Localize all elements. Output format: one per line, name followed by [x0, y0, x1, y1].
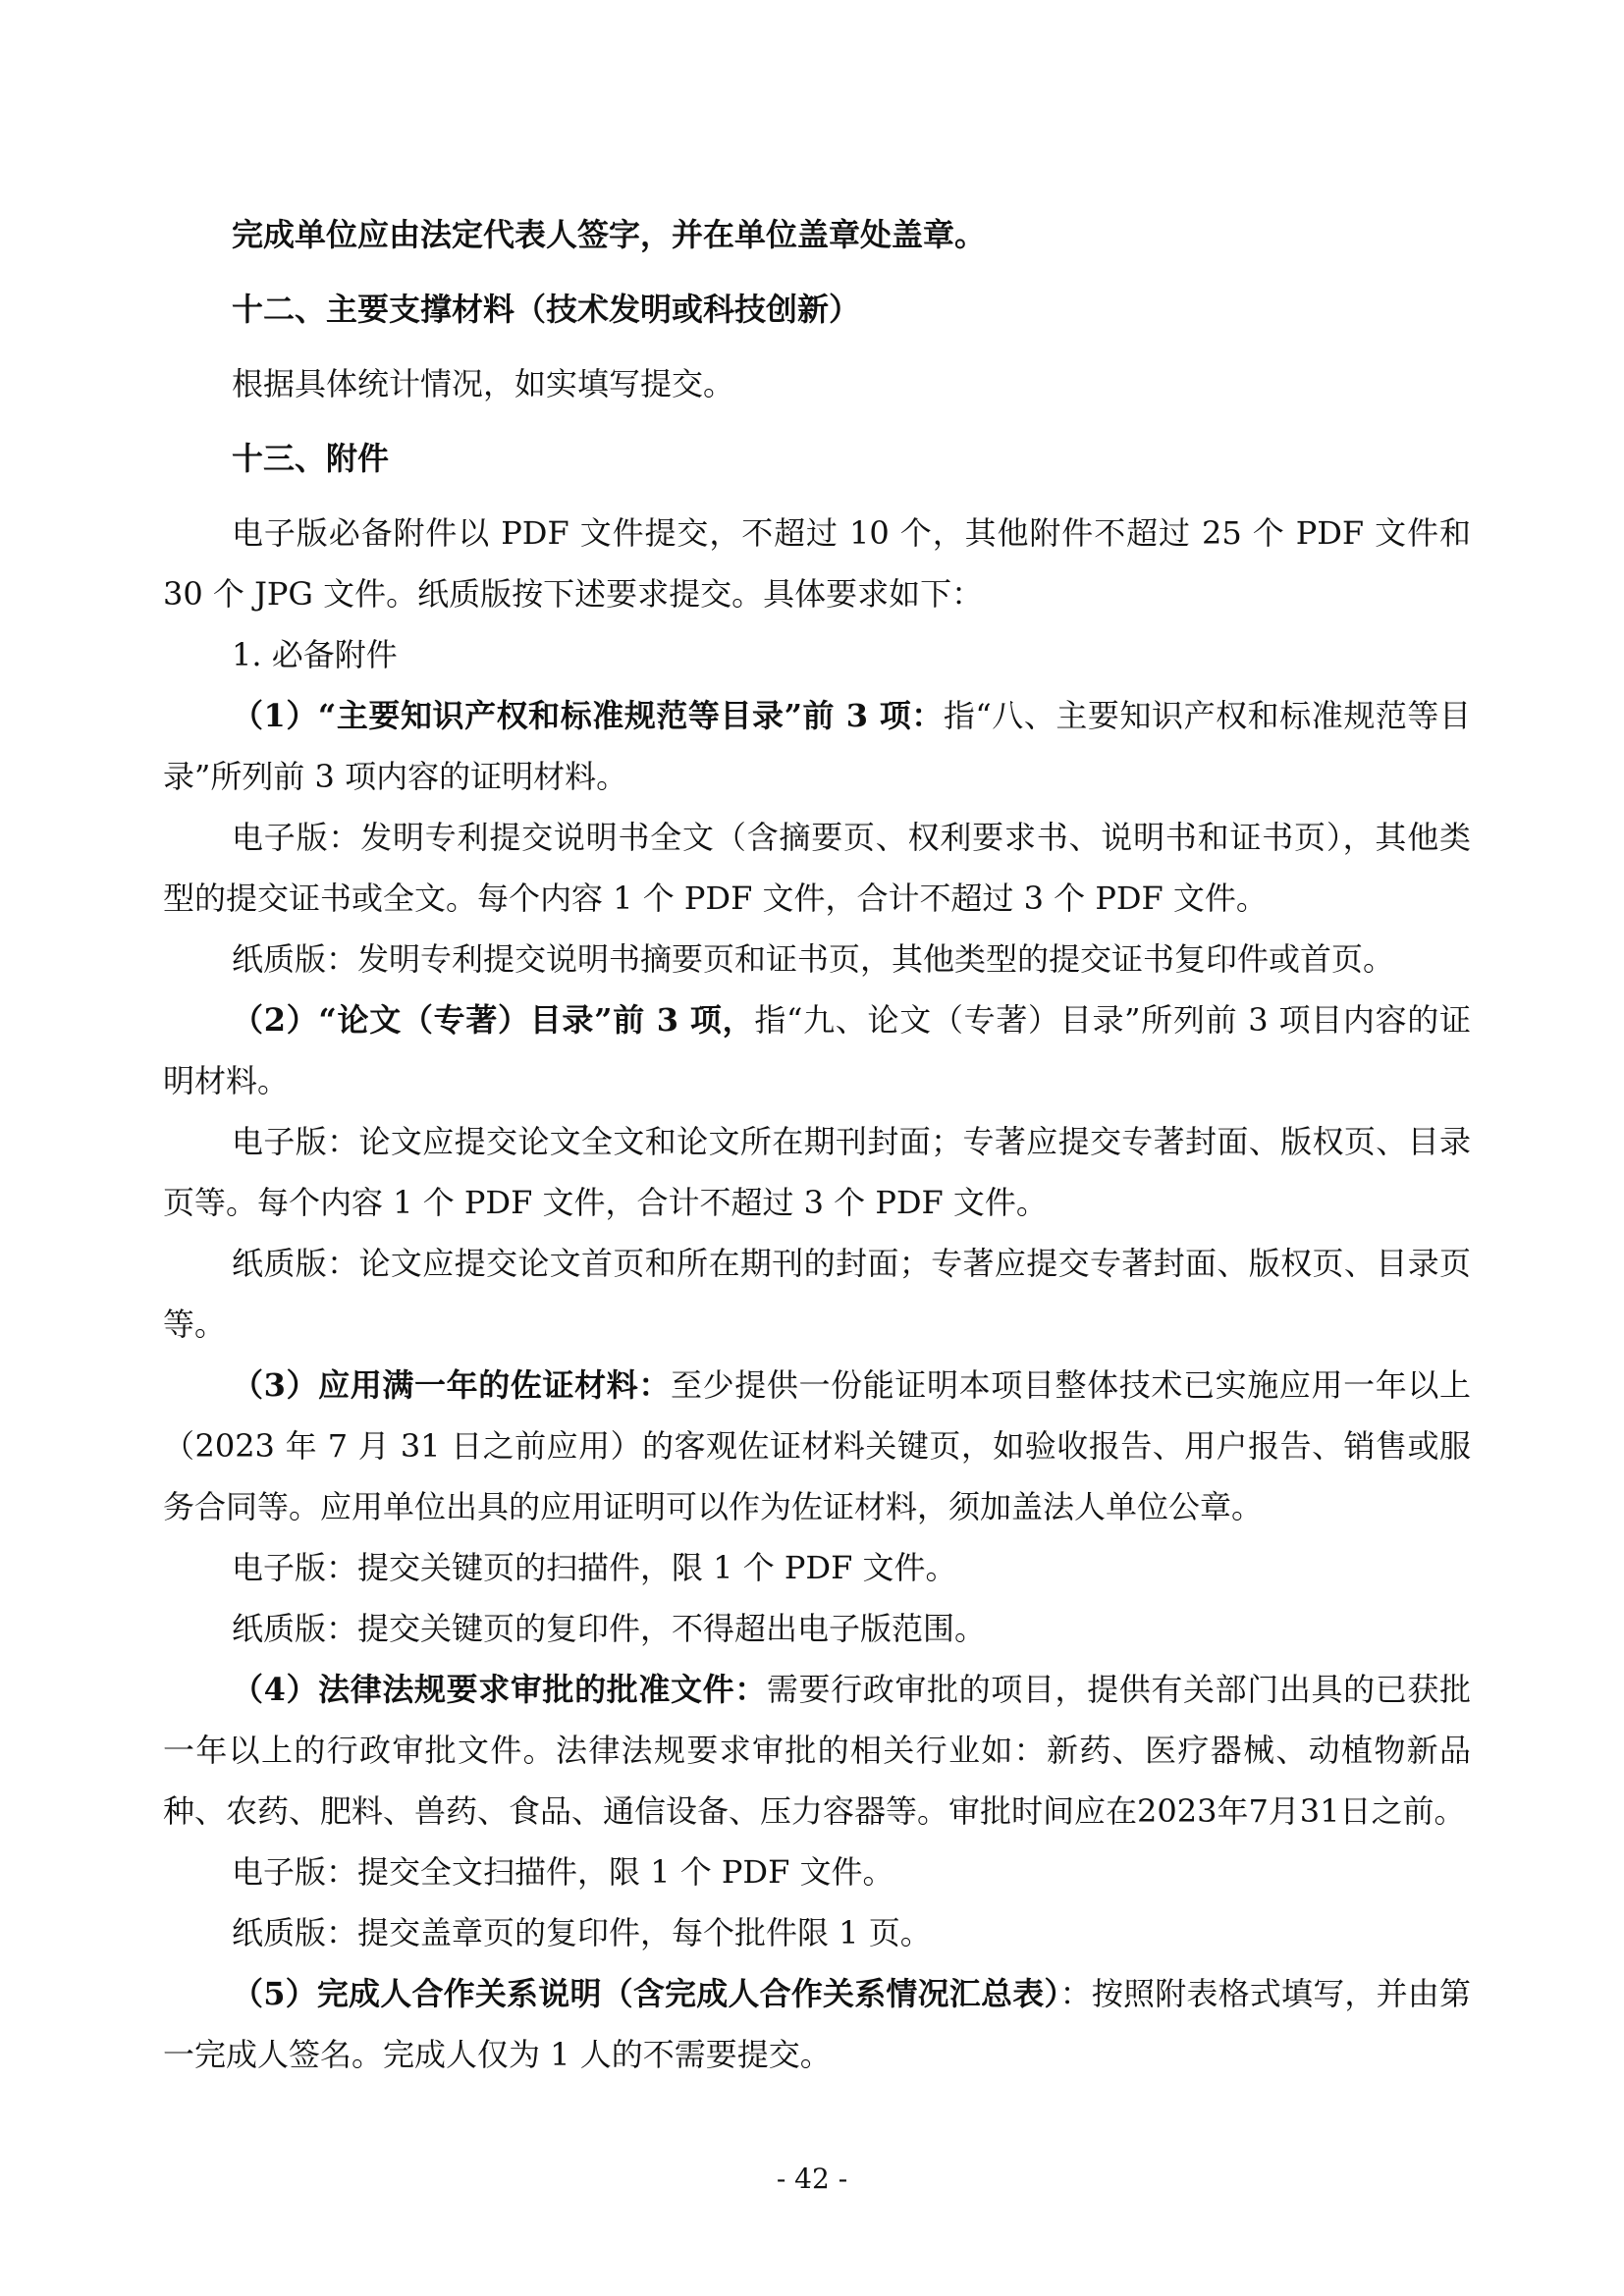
item-1-text: 指“八、主要知识产权和标准规范等目录”所列前 3 项内容的证明材料。 [163, 697, 1471, 795]
item-5-text: ：按照附表格式填写，并由第一完成人签名。完成人仅为 1 人的不需要提交。 [163, 1975, 1471, 2073]
item-3-text: 至少提供一份能证明本项目整体技术已实施应用一年以上（2023 年 7 月 31 日之前应用）的客观佐证材料关键页，如验收报告、用户报告、销售或服务合同等。应用单位出具的应用证明可以作为佐证材料，须加盖法人单位公章。 [163, 1366, 1471, 1525]
item-4-paragraph [163, 1659, 1471, 1842]
page-content [163, 204, 1471, 2085]
item-3-paper: 纸质版：提交关键页的复印件，不得超出电子版范围。 [232, 1610, 987, 1647]
item-4-heading: （4）法律法规要求审批的批准文件： [232, 1671, 767, 1708]
item-5-heading: （5）完成人合作关系说明（含完成人合作关系情况汇总表） [232, 1975, 1060, 2012]
item-3-electronic: 电子版：提交关键页的扫描件，限 1 个 PDF 文件。 [232, 1549, 957, 1586]
required-attachments-heading: 1. 必备附件 [232, 636, 398, 673]
item-3-heading: （3）应用满一年的佐证材料： [232, 1366, 671, 1404]
item-2-heading: （2）“论文（专著）目录”前 3 项， [232, 1001, 755, 1039]
section-12-heading: 十二、主要支撑材料（技术发明或科技创新） [232, 291, 861, 328]
item-5-paragraph [163, 1963, 1471, 2085]
signature-instruction: 完成单位应由法定代表人签字，并在单位盖章处盖章。 [232, 216, 987, 253]
item-4-paper: 纸质版：提交盖章页的复印件，每个批件限 1 页。 [232, 1914, 932, 1951]
item-2-electronic: 电子版：论文应提交论文全文和论文所在期刊封面；专著应提交专著封面、版权页、目录页等。每个内容 1 个 PDF 文件，合计不超过 3 个 PDF 文件。 [163, 1123, 1471, 1221]
page-number: - 42 - [776, 2163, 848, 2195]
attachments-intro: 电子版必备附件以 PDF 文件提交，不超过 10 个，其他附件不超过 25 个 PDF 文件和 30 个 JPG 文件。纸质版按下述要求提交。具体要求如下： [163, 514, 1471, 613]
item-2-text: 指“九、论文（专著）目录”所列前 3 项目内容的证明材料。 [163, 1001, 1471, 1099]
item-2-paper: 纸质版：论文应提交论文首页和所在期刊的封面；专著应提交专著封面、版权页、目录页等。 [163, 1245, 1471, 1343]
item-1-heading: （1）“主要知识产权和标准规范等目录”前 3 项： [232, 697, 944, 734]
item-4-electronic: 电子版：提交全文扫描件，限 1 个 PDF 文件。 [232, 1853, 894, 1891]
section-12-text: 根据具体统计情况，如实填写提交。 [232, 365, 735, 402]
item-4-text: 需要行政审批的项目，提供有关部门出具的已获批一年以上的行政审批文件。法律法规要求审批的相关行业如：新药、医疗器械、动植物新品种、农药、肥料、兽药、食品、通信设备、压力容器等。审批时间应在2023年7月31日之前。 [163, 1671, 1471, 1830]
item-1-paper: 纸质版：发明专利提交说明书摘要页和证书页，其他类型的提交证书复印件或首页。 [232, 940, 1395, 978]
item-1-paragraph [163, 685, 1471, 807]
item-3-paragraph [163, 1355, 1471, 1537]
item-1-electronic: 电子版：发明专利提交说明书全文（含摘要页、权利要求书、说明书和证书页），其他类型的提交证书或全文。每个内容 1 个 PDF 文件，合计不超过 3 个 PDF 文件。 [163, 819, 1471, 917]
item-2-paragraph [163, 989, 1471, 1111]
section-13-heading: 十三、附件 [232, 440, 390, 477]
